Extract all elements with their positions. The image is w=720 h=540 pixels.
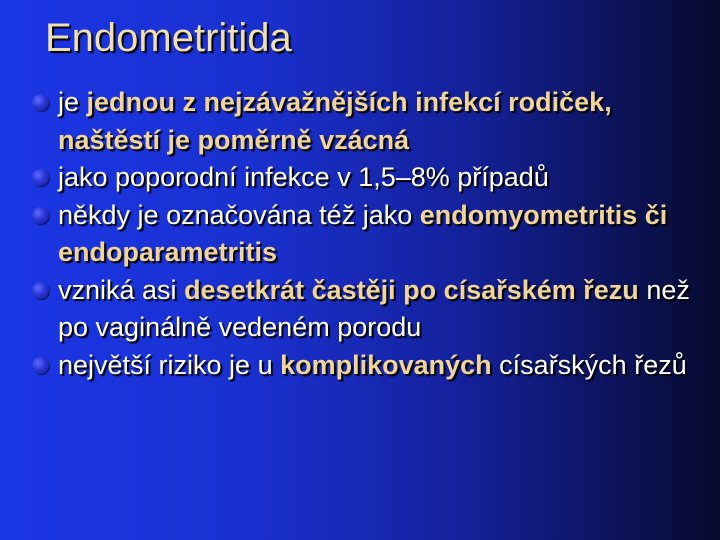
bullet-text (58, 350, 687, 380)
bullet-text-segment: jako poporodní infekce v 1,5–8% případů (58, 162, 549, 192)
bullet-dot-icon (32, 207, 49, 224)
bullet-text-highlight: desetkrát častěji po císařském řezu (184, 274, 639, 305)
bullet-text-highlight: komplikovaných (280, 349, 492, 380)
bullet-item (32, 197, 712, 272)
bullet-text (58, 162, 549, 192)
bullet-text (58, 87, 612, 155)
bullet-dot-icon (32, 94, 49, 111)
bullet-text-segment: císařských řezů (491, 349, 687, 380)
bullet-dot-icon (32, 282, 49, 299)
bullet-item (32, 347, 712, 385)
bullet-item (32, 84, 712, 159)
bullet-item (32, 159, 712, 197)
bullet-text-segment: vzniká asi (58, 274, 185, 305)
bullet-item (32, 272, 712, 347)
bullet-list (32, 84, 712, 384)
bullet-text-segment: je (58, 87, 87, 117)
bullet-text-segment: než po vaginálně vedeném porodu (58, 274, 690, 342)
bullet-text-highlight: jednou z nejzávažnějších infekcí rodiček, naštěstí je poměrně vzácná (58, 87, 612, 155)
bullet-text (58, 200, 667, 268)
slide-title: Endometritida (45, 16, 292, 60)
bullet-text-highlight: endomyometritis či endoparametritis (58, 199, 668, 267)
bullet-text-segment: největší riziko je u (58, 349, 281, 380)
bullet-text-segment: někdy je označována též jako (58, 199, 420, 230)
bullet-dot-icon (32, 169, 49, 186)
bullet-dot-icon (32, 357, 49, 374)
bullet-text (58, 275, 690, 343)
